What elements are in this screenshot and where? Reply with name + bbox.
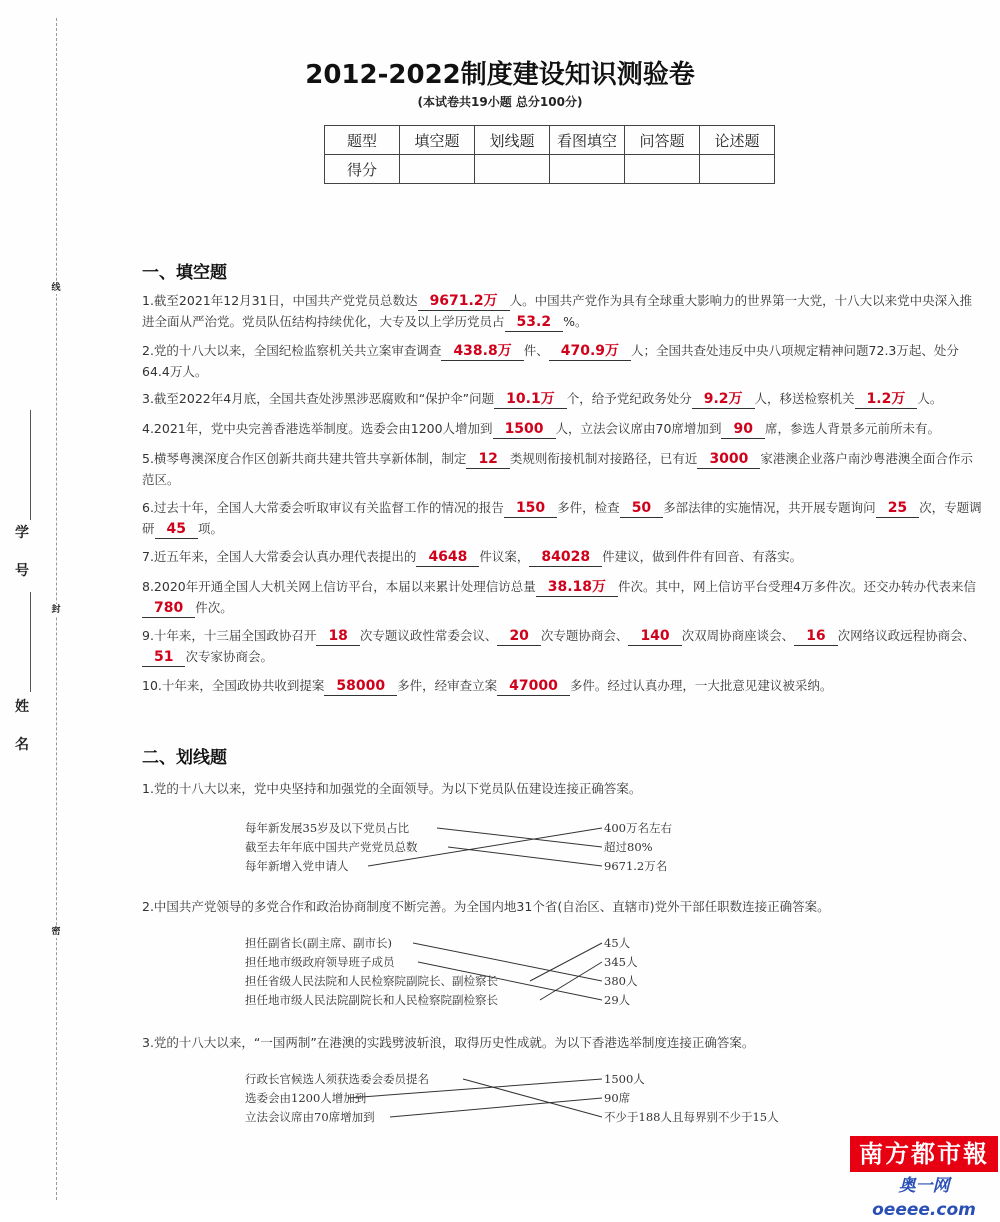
site-watermark: 奥一网oeeee.com xyxy=(872,1176,976,1220)
question-10: 10.十年来，全国政协共收到提案 58000 多件，经审查立案 47000 多件。经过认真办理，一大批意见建议被采纳。 xyxy=(142,678,833,694)
match1-right-2: 超过80% xyxy=(604,840,653,854)
answer-blank: 470.9万 xyxy=(549,343,631,361)
question-1: 1.截至2021年12月31日，中国共产党党员总数达 9671.2万 人。中国共产党作为具有全球重大影响力的世界第一大党，十八大以来党中央深入推进全面从严治党。党员队伍结构持续优化，大专及以上学历党员占 53.2 %。 xyxy=(142,293,973,330)
answer-blank: 58000 xyxy=(324,678,397,696)
exam-title: 2012-2022制度建设知识测验卷 xyxy=(305,60,695,90)
match1-left-3: 每年新增入党申请人 xyxy=(245,859,349,873)
score-row-label: 得分 xyxy=(325,155,400,184)
score-header-essay: 论述题 xyxy=(700,126,775,155)
match1-right-1: 400万名左右 xyxy=(604,821,672,835)
question-8: 8.2020年开通全国人大机关网上信访平台，本届以来累计处理信访总量 38.18万 件次。其中，网上信访平台受理4万多件次。还交办转办代表来信780 件次。 xyxy=(142,579,977,616)
answer-blank: 38.18万 xyxy=(536,579,618,597)
answer-blank: 20 xyxy=(497,628,540,646)
binding-mark-xian: 线 xyxy=(51,283,61,293)
answer-blank: 438.8万 xyxy=(441,343,523,361)
match2-right-3: 380人 xyxy=(604,974,638,988)
match1-left-1: 每年新发展35岁及以下党员占比 xyxy=(245,821,410,835)
question-6: 6.过去十年，全国人大常委会听取审议有关监督工作的情况的报告 150 多件，检查 50 多部法律的实施情况，共开展专题询问 25 次，专题调研 45 项。 xyxy=(142,500,982,537)
student-name-char-2: 名 xyxy=(15,737,29,753)
score-header-picture: 看图填空 xyxy=(550,126,625,155)
answer-blank: 18 xyxy=(316,628,359,646)
answer-blank: 25 xyxy=(876,500,919,518)
match3-left-3: 立法会议席由70席增加到 xyxy=(245,1110,375,1124)
match3-right-3: 不少于188人且每界别不少于15人 xyxy=(604,1110,779,1124)
answer-blank: 51 xyxy=(142,649,185,667)
answer-blank: 150 xyxy=(504,500,557,518)
answer-blank: 1500 xyxy=(493,421,556,439)
matching-question-2-prompt: 2.中国共产党领导的多党合作和政治协商制度不断完善。为全国内地31个省(自治区、直辖市)党外干部任职数连接正确答案。 xyxy=(142,899,830,914)
answer-blank: 84028 xyxy=(529,549,602,567)
match2-left-1: 担任副省长(副主席、副市长) xyxy=(245,936,392,950)
match1-left-2: 截至去年年底中国共产党党员总数 xyxy=(245,840,418,854)
answer-blank: 16 xyxy=(794,628,837,646)
match2-left-4: 担任地市级人民法院副院长和人民检察院副检察长 xyxy=(245,993,498,1007)
answer-blank: 50 xyxy=(620,500,663,518)
question-3: 3.截至2022年4月底，全国共查处涉黑涉恶腐败和“保护伞”问题 10.1万 个，给予党纪政务处分 9.2万 人，移送检察机关 1.2万 人。 xyxy=(142,391,943,407)
match2-right-2: 345人 xyxy=(604,955,638,969)
match2-left-3: 担任省级人民法院和人民检察院副院长、副检察长 xyxy=(245,974,498,988)
answer-blank: 780 xyxy=(142,600,195,618)
question-7: 7.近五年来，全国人大常委会认真办理代表提出的 4648 件议案， 84028 件建议，做到件件有回音、有落实。 xyxy=(142,549,803,565)
answer-blank: 9.2万 xyxy=(692,391,755,409)
binding-mark-feng: 封 xyxy=(51,605,61,615)
score-header-type: 题型 xyxy=(325,126,400,155)
score-header-qa: 问答题 xyxy=(625,126,700,155)
section-matching-title: 二、划线题 xyxy=(142,748,227,768)
matching-question-1-prompt: 1.党的十八大以来，党中央坚持和加强党的全面领导。为以下党员队伍建设连接正确答案。 xyxy=(142,781,642,796)
match3-left-2: 选委会由1200人增加到 xyxy=(245,1091,367,1105)
newspaper-logo: 南方都市報 xyxy=(850,1136,998,1172)
student-id-char-2: 号 xyxy=(15,563,29,579)
question-9: 9.十年来，十三届全国政协召开 18 次专题议政性常委会议、 20 次专题协商会、 140 次双周协商座谈会、 16 次网络议政远程协商会、51 次专家协商会。 xyxy=(142,628,976,665)
answer-blank: 90 xyxy=(721,421,764,439)
student-name-char-1: 姓 xyxy=(15,699,29,715)
score-header-match: 划线题 xyxy=(475,126,550,155)
match3-right-2: 90席 xyxy=(604,1091,631,1105)
match1-right-3: 9671.2万名 xyxy=(604,859,668,873)
question-5: 5.横琴粤澳深度合作区创新共商共建共管共享新体制，制定 12 类规则衔接机制对接路径，已有近 3000 家港澳企业落户南沙粤港澳全面合作示范区。 xyxy=(142,451,973,487)
binding-mark-mi: 密 xyxy=(51,927,61,937)
match2-left-2: 担任地市级政府领导班子成员 xyxy=(245,955,395,969)
match3-left-1: 行政长官候选人须获选委会委员提名 xyxy=(245,1072,429,1086)
answer-blank: 3000 xyxy=(697,451,760,469)
answer-blank: 12 xyxy=(466,451,509,469)
answer-blank: 140 xyxy=(628,628,681,646)
answer-blank: 10.1万 xyxy=(494,391,567,409)
answer-blank: 47000 xyxy=(497,678,570,696)
answer-blank: 53.2 xyxy=(505,314,564,332)
answer-blank: 45 xyxy=(155,521,198,539)
matching-question-3-prompt: 3.党的十八大以来，“一国两制”在港澳的实践劈波斩浪，取得历史性成就。为以下香港选举制度连接正确答案。 xyxy=(142,1035,755,1050)
section-fill-in-title: 一、填空题 xyxy=(142,263,227,283)
answer-blank: 1.2万 xyxy=(855,391,918,409)
match3-line-c xyxy=(390,1098,602,1117)
match2-right-4: 29人 xyxy=(604,993,631,1007)
student-id-char-1: 学 xyxy=(15,525,29,541)
exam-subtitle: (本试卷共19小题 总分100分) xyxy=(417,95,583,109)
answer-blank: 9671.2万 xyxy=(418,293,510,311)
question-2: 2.党的十八大以来，全国纪检监察机关共立案审查调查 438.8万 件、 470.9万 人；全国共查处违反中央八项规定精神问题72.3万起、处分64.4万人。 xyxy=(142,343,959,379)
question-4: 4.2021年，党中央完善香港选举制度。选委会由1200人增加到 1500 人，立法会议席由70席增加到 90 席，参选人背景多元前所未有。 xyxy=(142,421,940,437)
match3-right-1: 1500人 xyxy=(604,1072,645,1086)
answer-blank: 4648 xyxy=(416,549,479,567)
match2-right-1: 45人 xyxy=(604,936,631,950)
score-header-fill: 填空题 xyxy=(400,126,475,155)
